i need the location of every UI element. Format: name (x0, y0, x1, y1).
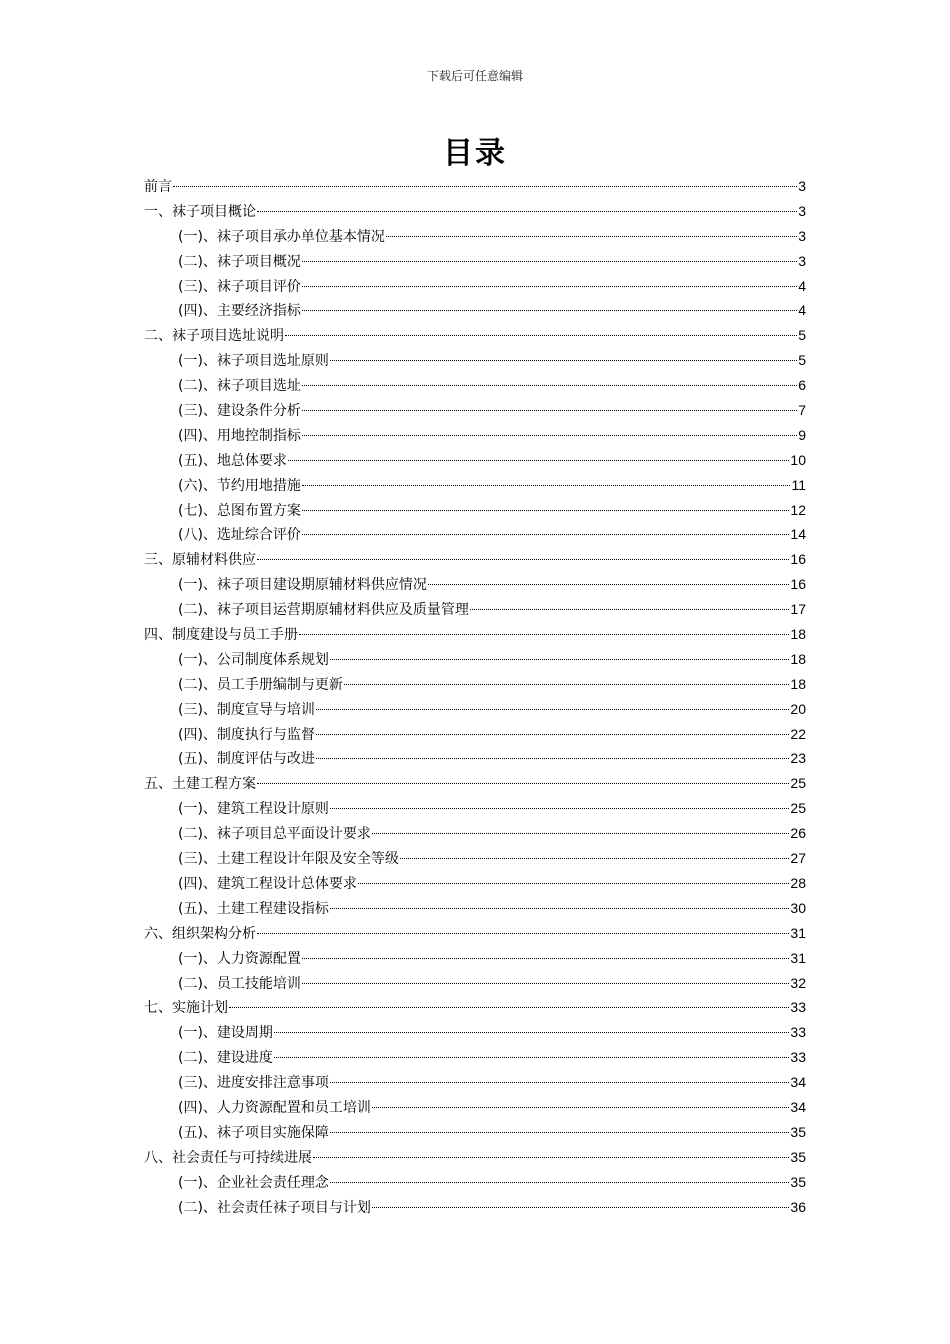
toc-subentry[interactable] (144, 373, 806, 398)
toc-dot-leader (372, 1207, 789, 1208)
toc-subentry[interactable] (144, 946, 806, 971)
toc-page-number: 10 (790, 451, 806, 468)
toc-entry-label: (五)、地总体要求 (178, 452, 287, 469)
toc-dot-leader (257, 933, 789, 934)
toc-dot-leader (400, 858, 789, 859)
toc-page-number: 31 (790, 924, 806, 941)
toc-dot-leader (372, 1107, 789, 1108)
toc-subentry[interactable] (144, 423, 806, 448)
toc-page-number: 12 (790, 501, 806, 518)
toc-subentry[interactable] (144, 647, 806, 672)
toc-dot-leader (313, 1157, 789, 1158)
toc-entry-label: 六、组织架构分析 (144, 925, 256, 942)
toc-entry-label: 三、原辅材料供应 (144, 552, 256, 569)
toc-subentry[interactable] (144, 1095, 806, 1120)
toc-dot-leader (173, 186, 797, 187)
toc-entry-label: (一)、袜子项目建设期原辅材料供应情况 (178, 577, 427, 594)
toc-page-number: 6 (798, 377, 806, 394)
toc-entry-label: (四)、建筑工程设计总体要求 (178, 875, 357, 892)
toc-page-number: 25 (790, 775, 806, 792)
toc-page-number: 14 (790, 526, 806, 543)
toc-page-number: 31 (790, 949, 806, 966)
toc-subentry[interactable] (144, 722, 806, 747)
toc-dot-leader (470, 609, 789, 610)
toc-subentry[interactable] (144, 846, 806, 871)
toc-dot-leader (330, 1082, 789, 1083)
toc-entry-label: (四)、制度执行与监督 (178, 726, 315, 743)
toc-dot-leader (274, 1032, 789, 1033)
toc-dot-leader (257, 559, 789, 560)
toc-subentry[interactable] (144, 896, 806, 921)
toc-page-number: 34 (790, 1098, 806, 1115)
toc-subentry[interactable] (144, 1020, 806, 1045)
toc-dot-leader (358, 883, 789, 884)
toc-dot-leader (330, 1132, 789, 1133)
toc-entry-label: 二、袜子项目选址说明 (144, 328, 284, 345)
toc-dot-leader (302, 310, 797, 311)
toc-dot-leader (302, 385, 797, 386)
toc-dot-leader (299, 634, 789, 635)
toc-page-number: 33 (790, 999, 806, 1016)
table-of-contents (144, 174, 806, 1219)
toc-page-number: 3 (798, 202, 806, 219)
toc-entry-label: 七、实施计划 (144, 1000, 228, 1017)
toc-subentry[interactable] (144, 1170, 806, 1195)
toc-subentry[interactable] (144, 498, 806, 523)
toc-dot-leader (302, 485, 791, 486)
toc-entry-label: (三)、进度安排注意事项 (178, 1075, 329, 1092)
toc-page-number: 28 (790, 874, 806, 891)
toc-entry-label: (一)、企业社会责任理念 (178, 1174, 329, 1191)
toc-dot-leader (274, 1057, 789, 1058)
toc-subentry[interactable] (144, 398, 806, 423)
toc-page-number: 33 (790, 1049, 806, 1066)
toc-dot-leader (257, 211, 797, 212)
toc-page-number: 30 (790, 899, 806, 916)
toc-subentry[interactable] (144, 971, 806, 996)
toc-subentry[interactable] (144, 672, 806, 697)
toc-entry-label: 前言 (144, 179, 172, 195)
toc-dot-leader (330, 659, 789, 660)
toc-page-number: 33 (790, 1024, 806, 1041)
toc-entry[interactable] (144, 622, 806, 647)
toc-dot-leader (302, 983, 789, 984)
toc-entry-label: (一)、建筑工程设计原则 (178, 801, 329, 818)
toc-page-number: 32 (790, 974, 806, 991)
toc-entry-label: (二)、袜子项目运营期原辅材料供应及质量管理 (178, 602, 469, 619)
toc-dot-leader (330, 808, 789, 809)
toc-page-number: 9 (798, 426, 806, 443)
toc-page-number: 25 (790, 800, 806, 817)
toc-dot-leader (257, 783, 789, 784)
toc-subentry[interactable] (144, 448, 806, 473)
toc-page-number: 16 (790, 551, 806, 568)
toc-page-number: 5 (798, 327, 806, 344)
toc-entry[interactable] (144, 174, 806, 199)
toc-page-number: 4 (798, 277, 806, 294)
toc-subentry[interactable] (144, 746, 806, 771)
toc-subentry[interactable] (144, 1070, 806, 1095)
toc-dot-leader (330, 1182, 789, 1183)
toc-entry[interactable] (144, 199, 806, 224)
toc-entry-label: (三)、袜子项目评价 (178, 278, 301, 295)
toc-page-number: 26 (790, 825, 806, 842)
toc-entry-label: (四)、主要经济指标 (178, 303, 301, 320)
toc-dot-leader (302, 410, 797, 411)
toc-entry-label: (八)、选址综合评价 (178, 527, 301, 544)
toc-entry-label: (一)、袜子项目承办单位基本情况 (178, 228, 385, 245)
toc-entry-label: (一)、人力资源配置 (178, 950, 301, 967)
toc-subentry[interactable] (144, 572, 806, 597)
toc-entry[interactable] (144, 323, 806, 348)
toc-entry-label: 五、土建工程方案 (144, 776, 256, 793)
toc-dot-leader (302, 958, 789, 959)
toc-page-number: 5 (798, 352, 806, 369)
toc-dot-leader (302, 286, 797, 287)
toc-page-number: 18 (790, 626, 806, 643)
toc-entry[interactable] (144, 547, 806, 572)
toc-entry[interactable] (144, 771, 806, 796)
toc-subentry[interactable] (144, 274, 806, 299)
toc-entry-label: (三)、制度宣导与培训 (178, 701, 315, 718)
toc-page-number: 23 (790, 750, 806, 767)
toc-dot-leader (316, 758, 789, 759)
toc-page-number: 4 (798, 302, 806, 319)
toc-page-number: 17 (790, 601, 806, 618)
toc-entry-label: (四)、用地控制指标 (178, 427, 301, 444)
toc-dot-leader (302, 510, 789, 511)
toc-page-number: 3 (798, 178, 806, 194)
toc-page-number: 22 (790, 725, 806, 742)
toc-page-number: 7 (798, 402, 806, 419)
toc-page-number: 35 (790, 1148, 806, 1165)
toc-page-number: 3 (798, 227, 806, 244)
toc-dot-leader (288, 460, 789, 461)
toc-page-number: 3 (798, 252, 806, 269)
toc-entry-label: (五)、袜子项目实施保障 (178, 1124, 329, 1141)
toc-entry-label: (二)、袜子项目选址 (178, 378, 301, 395)
toc-entry-label: 一、袜子项目概论 (144, 203, 256, 220)
toc-subentry[interactable] (144, 597, 806, 622)
toc-dot-leader (316, 709, 789, 710)
toc-subentry[interactable] (144, 697, 806, 722)
toc-entry-label: (二)、建设进度 (178, 1050, 273, 1067)
toc-dot-leader (302, 261, 797, 262)
toc-dot-leader (229, 1007, 789, 1008)
toc-subentry[interactable] (144, 473, 806, 498)
toc-page-number: 34 (790, 1074, 806, 1091)
toc-page-number: 35 (790, 1123, 806, 1140)
toc-subentry[interactable] (144, 1120, 806, 1145)
page-title: 目录 (443, 136, 507, 171)
toc-entry-label: (一)、建设周期 (178, 1025, 273, 1042)
toc-dot-leader (330, 908, 789, 909)
toc-subentry[interactable] (144, 871, 806, 896)
toc-subentry[interactable] (144, 796, 806, 821)
toc-entry-label: (三)、土建工程设计年限及安全等级 (178, 851, 399, 868)
toc-dot-leader (330, 360, 797, 361)
toc-dot-leader (428, 584, 789, 585)
toc-subentry[interactable] (144, 1195, 806, 1220)
toc-page-number: 11 (791, 476, 806, 493)
toc-entry-label: (一)、袜子项目选址原则 (178, 353, 329, 370)
toc-page-number: 27 (790, 850, 806, 867)
toc-entry[interactable] (144, 995, 806, 1020)
toc-entry-label: 八、社会责任与可持续进展 (144, 1149, 312, 1166)
toc-entry-label: (二)、袜子项目概况 (178, 253, 301, 270)
toc-entry-label: (五)、土建工程建设指标 (178, 900, 329, 917)
toc-dot-leader (372, 833, 789, 834)
toc-entry-label: (三)、建设条件分析 (178, 403, 301, 420)
toc-subentry[interactable] (144, 1045, 806, 1070)
toc-subentry[interactable] (144, 224, 806, 249)
toc-page-number: 36 (790, 1198, 806, 1215)
toc-subentry[interactable] (144, 821, 806, 846)
toc-dot-leader (302, 534, 789, 535)
toc-dot-leader (344, 684, 789, 685)
header-note: 下载后可任意编辑 (426, 69, 523, 83)
toc-entry-label: (五)、制度评估与改进 (178, 751, 315, 768)
toc-entry-label: (四)、人力资源配置和员工培训 (178, 1099, 371, 1116)
toc-subentry[interactable] (144, 249, 806, 274)
toc-page-number: 20 (790, 700, 806, 717)
toc-entry-label: (二)、员工手册编制与更新 (178, 676, 343, 693)
toc-entry[interactable] (144, 921, 806, 946)
toc-subentry[interactable] (144, 522, 806, 547)
toc-dot-leader (316, 734, 789, 735)
toc-entry-label: 四、制度建设与员工手册 (144, 627, 298, 644)
toc-entry-label: (二)、社会责任袜子项目与计划 (178, 1199, 371, 1216)
toc-entry-label: (七)、总图布置方案 (178, 502, 301, 519)
toc-subentry[interactable] (144, 298, 806, 323)
toc-entry[interactable] (144, 1145, 806, 1170)
toc-page-number: 18 (790, 675, 806, 692)
toc-page-number: 35 (790, 1173, 806, 1190)
toc-dot-leader (386, 236, 797, 237)
toc-page-number: 16 (790, 576, 806, 593)
toc-subentry[interactable] (144, 348, 806, 373)
toc-dot-leader (302, 435, 797, 436)
toc-entry-label: (六)、节约用地措施 (178, 477, 301, 494)
toc-entry-label: (一)、公司制度体系规划 (178, 651, 329, 668)
toc-entry-label: (二)、员工技能培训 (178, 975, 301, 992)
toc-page-number: 18 (790, 650, 806, 667)
toc-entry-label: (二)、袜子项目总平面设计要求 (178, 826, 371, 843)
toc-dot-leader (285, 335, 797, 336)
